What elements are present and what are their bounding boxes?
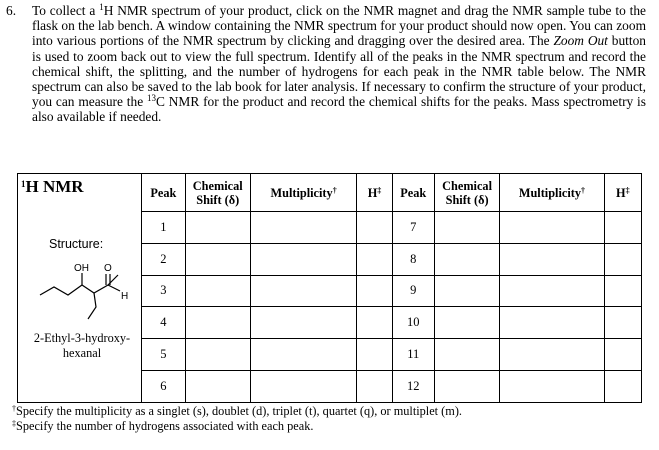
h-count-input[interactable] [604,275,641,307]
header-peak: Peak [142,174,185,212]
shift-input[interactable] [185,275,250,307]
header-multiplicity: Multiplicity† [250,174,357,212]
header-h-2: H‡ [604,174,641,212]
h-count-input[interactable] [357,212,392,244]
footnote-multiplicity: †Specify the multiplicity as a singlet (s), doublet (d), triplet (t), quartet (q), or multiplet (m). [12,404,462,418]
nmr-table [17,173,642,403]
multiplicity-input[interactable] [500,370,605,402]
header-chemical-shift: Chemical Shift (δ) [185,174,250,212]
shift-input[interactable] [185,307,250,339]
multiplicity-input[interactable] [250,275,357,307]
multiplicity-input[interactable] [500,212,605,244]
shift-input[interactable] [434,307,499,339]
molecule-drawing [36,261,146,321]
peak-number: 10 [392,307,434,339]
multiplicity-input[interactable] [250,370,357,402]
h-count-input[interactable] [604,243,641,275]
superscript-1: 1 [99,2,104,12]
peak-number: 5 [142,339,185,371]
multiplicity-input[interactable] [250,243,357,275]
shift-input[interactable] [434,243,499,275]
peak-number: 6 [142,370,185,402]
shift-input[interactable] [185,243,250,275]
header-h: H‡ [357,174,392,212]
multiplicity-input[interactable] [250,212,357,244]
h-count-input[interactable] [357,339,392,371]
h-count-input[interactable] [357,243,392,275]
footnote-hydrogens: ‡Specify the number of hydrogens associated with each peak. [12,419,314,433]
h-count-input[interactable] [604,212,641,244]
h-count-input[interactable] [604,307,641,339]
text-seg: C NMR for the product and record the chemical shifts for the peaks. Mass spectrometry is also available if needed. [32,94,646,125]
shift-input[interactable] [434,339,499,371]
oh-label: OH [74,263,89,274]
peak-number: 4 [142,307,185,339]
shift-input[interactable] [185,370,250,402]
text-seg: button is used to zoom back out to view the full spectrum. Identify all of the peaks in the NMR spectrum and record the chemical shift, the splitting, and the number of hydrogens for each peak in the NMR table below. The NMR spectrum can also be saved to the lab book for later analysis. If necessary to confirm the structure of your product, you can measure the [32,33,646,110]
shift-input[interactable] [434,212,499,244]
multiplicity-input[interactable] [500,307,605,339]
multiplicity-input[interactable] [500,243,605,275]
peak-number: 3 [142,275,185,307]
peak-number: 12 [392,370,434,402]
h-count-input[interactable] [604,339,641,371]
superscript-13: 13 [146,93,156,104]
table-title: $^1$H NMR [21,177,84,196]
h-count-input[interactable] [604,370,641,402]
header-peak-2: Peak [392,174,434,212]
header-chemical-shift-2: Chemical Shift (δ) [434,174,499,212]
structure-label: Structure: [49,237,104,251]
multiplicity-input[interactable] [250,307,357,339]
compound-name: 2-Ethyl-3-hydroxy-hexanal [33,331,131,360]
peak-number: 11 [392,339,434,371]
multiplicity-input[interactable] [500,275,605,307]
shift-input[interactable] [185,212,250,244]
o-label: O [104,263,112,274]
h-count-input[interactable] [357,275,392,307]
peak-number: 8 [392,243,434,275]
structure-cell [18,174,142,403]
shift-input[interactable] [434,370,499,402]
shift-input[interactable] [434,275,499,307]
question-number: 6. [6,3,17,18]
question-paragraph [6,3,646,125]
question-text [32,3,646,125]
text-seg: H NMR spectrum of your product, click on the NMR magnet and drag the NMR sample tube to the flask on the lab bench. A window containing the NMR spectrum for your product should now open. You can zoom into various portions of the NMR spectrum by clicking and dragging over the desired area. The [32,3,646,49]
peak-number: 1 [142,212,185,244]
peak-number: 7 [392,212,434,244]
peak-number: 9 [392,275,434,307]
shift-input[interactable] [185,339,250,371]
h-count-input[interactable] [357,370,392,402]
multiplicity-input[interactable] [250,339,357,371]
zoom-out-term: Zoom Out [553,33,608,49]
h-label: H [121,291,129,302]
text-seg: To collect a [32,3,100,18]
multiplicity-input[interactable] [500,339,605,371]
header-multiplicity-2: Multiplicity† [500,174,605,212]
peak-number: 2 [142,243,185,275]
h-count-input[interactable] [357,307,392,339]
